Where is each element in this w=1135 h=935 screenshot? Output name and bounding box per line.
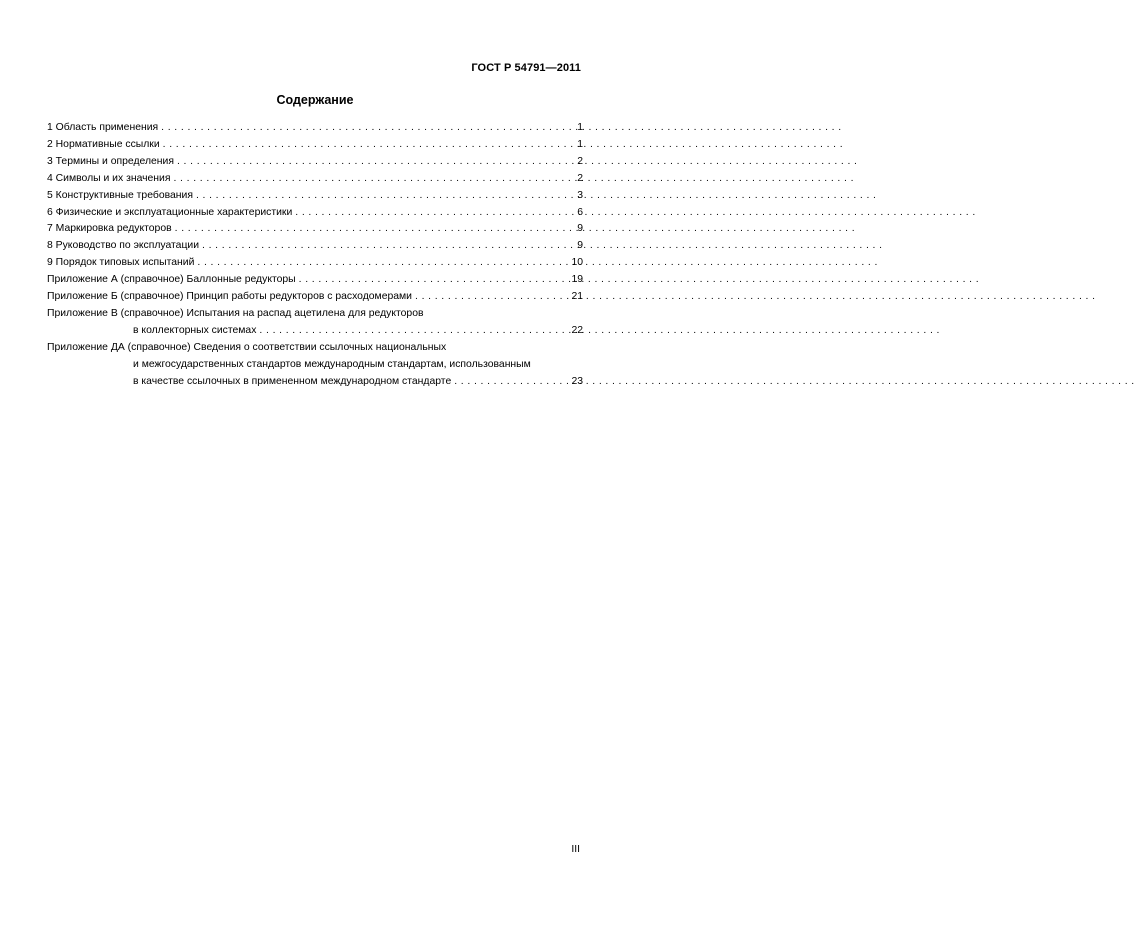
toc-entry-page: 19 (571, 274, 583, 286)
page-number: III (571, 844, 580, 855)
toc-entry-label: 5 Конструктивные требования (47, 189, 193, 201)
toc-entry-label: 3 Термины и определения (47, 155, 174, 167)
toc-entry-page: 22 (571, 324, 583, 336)
leader-dots (197, 255, 568, 272)
toc-entry-label: Приложение А (справочное) Баллонные редукторы (47, 274, 296, 286)
toc-entry-4[interactable] (47, 171, 583, 188)
toc-entry-label: 7 Маркировка редукторов (47, 223, 172, 235)
toc-entry-appendix-a[interactable] (47, 272, 583, 289)
leader-dots (295, 205, 572, 222)
standard-number: ГОСТ Р 54791—2011 (471, 62, 581, 74)
toc-entry-page: 6 (577, 206, 583, 218)
leader-dots (173, 171, 572, 188)
leader-dots (163, 137, 572, 154)
toc-entry-page: 9 (577, 240, 583, 252)
toc-entry-page: 9 (577, 223, 583, 235)
toc-entry-7[interactable] (47, 221, 583, 238)
toc-entry-last-line (47, 374, 583, 391)
toc-entry-label: 1 Область применения (47, 122, 159, 133)
leader-dots (202, 238, 572, 255)
toc-entry-page: 21 (571, 291, 583, 303)
toc-entry-label: 4 Символы и их значения (47, 172, 171, 184)
toc-entry-label-line: в коллекторных системах (133, 324, 257, 336)
leader-dots (299, 272, 569, 289)
toc-entry-appendix-v[interactable] (47, 306, 583, 340)
toc-entry-label-line: Приложение ДА (справочное) Сведения о соответствии ссылочных национальных (47, 341, 447, 353)
toc-entry-label: 8 Руководство по эксплуатации (47, 240, 200, 252)
toc-entry-8[interactable] (47, 238, 583, 255)
leader-dots (454, 374, 568, 391)
toc-entry-label-line: в качестве ссылочных в примененном международном стандарте (133, 375, 452, 387)
toc-entry-label: Приложение Б (справочное) Принцип работы редукторов с расходомерами (47, 291, 412, 303)
toc-entry-page: 23 (571, 375, 583, 387)
leader-dots (177, 154, 572, 171)
toc-entry-page: 1 (577, 122, 583, 133)
toc-entry-page: 3 (577, 189, 583, 201)
toc-entry-9[interactable] (47, 255, 583, 272)
toc-entry-5[interactable] (47, 188, 583, 205)
leader-dots (175, 221, 572, 238)
toc-entry-page: 2 (577, 172, 583, 184)
toc-entry-page: 1 (577, 138, 583, 150)
toc-entry-label: 9 Порядок типовых испытаний (47, 257, 195, 269)
toc-entry-label-line: Приложение В (справочное) Испытания на распад ацетилена для редукторов (47, 307, 424, 319)
toc-entry-page: 10 (571, 257, 583, 269)
toc-entry-label: 2 Нормативные ссылки (47, 138, 160, 150)
leader-dots (415, 289, 568, 306)
leader-dots (196, 188, 572, 205)
toc-entry-3[interactable] (47, 154, 583, 171)
toc-entry-1[interactable] (47, 120, 583, 137)
toc-entry-label-line: и межгосударственных стандартов международным стандартам, использованным (133, 358, 531, 370)
toc-entry-appendix-b[interactable] (47, 289, 583, 306)
toc-entry-2[interactable] (47, 137, 583, 154)
toc-entry-page: 2 (577, 155, 583, 167)
toc-entry-label: 6 Физические и эксплуатационные характеристики (47, 206, 293, 218)
page-title: Содержание (276, 93, 354, 107)
toc-entry-appendix-da[interactable] (47, 340, 583, 391)
table-of-contents (47, 120, 583, 391)
toc-entry-last-line (47, 323, 583, 340)
leader-dots (161, 120, 572, 137)
toc-entry-6[interactable] (47, 205, 583, 222)
leader-dots (259, 323, 568, 340)
